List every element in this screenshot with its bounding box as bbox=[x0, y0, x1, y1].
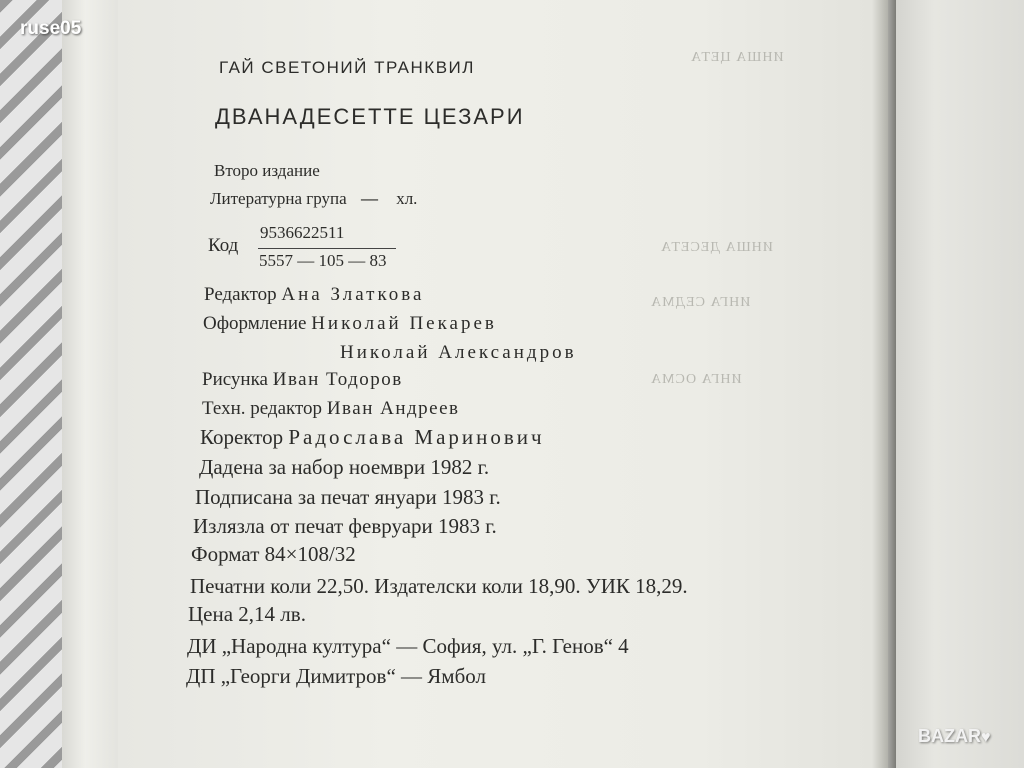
design-name-1: Николай Пекарев bbox=[311, 313, 497, 334]
price: Цена 2,14 лв. bbox=[188, 602, 306, 626]
proofreader-name: Радослава Маринович bbox=[288, 425, 545, 449]
tech-editor-line bbox=[202, 398, 460, 420]
edition: Второ издание bbox=[214, 161, 320, 180]
show-through-text: ИНГА ОСМА bbox=[650, 372, 742, 387]
print-sheets: Печатни коли 22,50. Издателски коли 18,90. УИК 18,29. bbox=[190, 574, 688, 598]
editor-line bbox=[204, 284, 424, 306]
literary-group-label: Литературна група bbox=[210, 189, 347, 208]
code-divider bbox=[258, 248, 396, 249]
drawings-label: Рисунка bbox=[202, 369, 268, 390]
code-label: Код bbox=[208, 235, 239, 256]
code-bottom: 5557 — 105 — 83 bbox=[259, 251, 387, 270]
facing-page bbox=[896, 0, 1024, 768]
book-gutter-shadow bbox=[872, 0, 896, 768]
format: Формат 84×108/32 bbox=[191, 542, 356, 566]
literary-group-dash: — bbox=[360, 189, 378, 208]
typeset-date: Дадена за набор ноември 1982 г. bbox=[199, 455, 490, 479]
watermark: ruse05 bbox=[20, 18, 82, 39]
striped-background bbox=[0, 0, 70, 768]
printer: ДП „Георги Димитров“ — Ямбол bbox=[186, 664, 486, 688]
tech-editor-name: Иван Андреев bbox=[326, 398, 460, 419]
publisher: ДИ „Народна култура“ — София, ул. „Г. Генов“ 4 bbox=[187, 634, 629, 658]
book-title: ДВАНАДЕСЕТТЕ ЦЕЗАРИ bbox=[215, 104, 525, 129]
drawings-name: Иван Тодоров bbox=[272, 369, 403, 390]
literary-group-value: хл. bbox=[396, 189, 418, 208]
design-label: Оформление bbox=[203, 313, 307, 334]
proofreader-label: Коректор bbox=[200, 425, 284, 449]
tech-editor-label: Техн. редактор bbox=[202, 398, 323, 419]
editor-label: Редактор bbox=[204, 284, 277, 305]
proofreader-line bbox=[200, 425, 545, 450]
design-line bbox=[203, 313, 497, 335]
show-through-text: ИНША ЦЕТА bbox=[690, 50, 784, 65]
bazar-logo: BAZAR♥ bbox=[918, 726, 991, 746]
editor-name: Ана Златкова bbox=[281, 284, 425, 305]
show-through-text: ИНША ДЕСЕТА bbox=[660, 240, 773, 255]
literary-group bbox=[210, 189, 417, 209]
signed-date: Подписана за печат януари 1983 г. bbox=[195, 485, 501, 509]
show-through-text: ИНГА СЕДМА bbox=[650, 295, 751, 310]
published-date: Излязла от печат февруари 1983 г. bbox=[193, 514, 497, 538]
design-name-2: Николай Александров bbox=[340, 342, 577, 363]
page-stack-edge bbox=[62, 0, 121, 768]
book-author: ГАЙ СВЕТОНИЙ ТРАНКВИЛ bbox=[219, 58, 475, 77]
code-top: 9536622511 bbox=[260, 223, 345, 242]
drawings-line bbox=[202, 369, 403, 391]
